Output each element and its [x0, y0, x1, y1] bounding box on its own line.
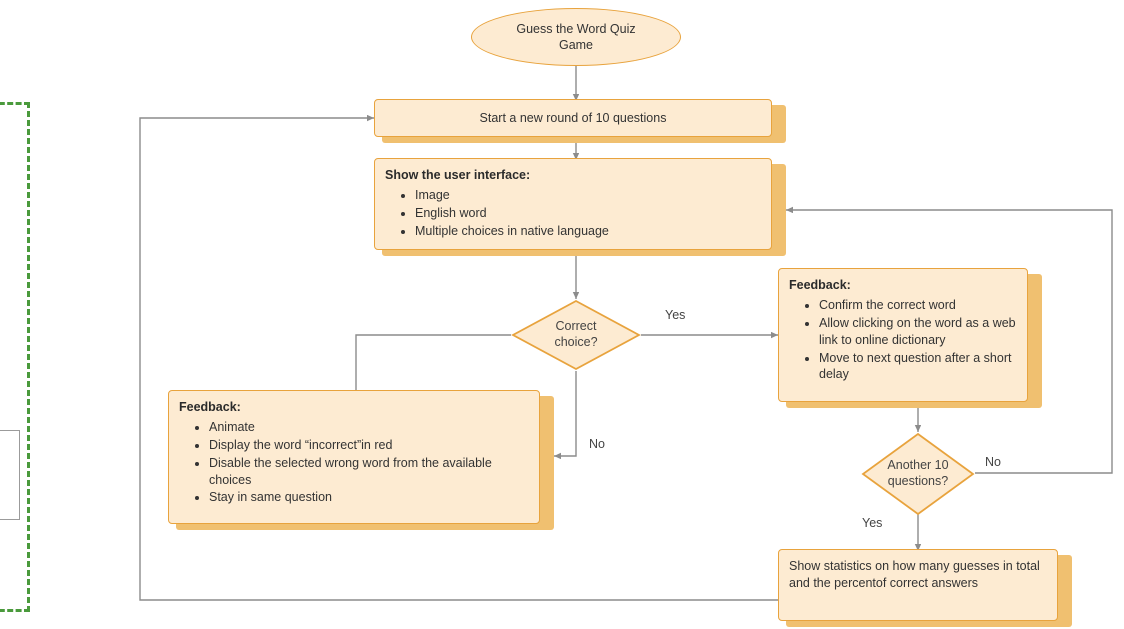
node-start-label — [502, 21, 649, 54]
node-start[interactable] — [471, 8, 681, 66]
node-correct-choice-label — [511, 299, 641, 371]
list-item: • Disable the selected wrong word from the available choices — [209, 455, 529, 489]
list-item: • Confirm the correct word — [819, 297, 1017, 314]
node-feedback-wrong-title: Feedback: — [179, 400, 241, 414]
list-item: • Allow clicking on the word as a web link to online dictionary — [819, 315, 1017, 349]
node-feedback-correct-inner — [779, 269, 1027, 392]
node-show-ui-title: Show the user interface: — [385, 168, 531, 182]
node-another-10-label — [861, 432, 975, 516]
edge-label-yes-another: Yes — [862, 516, 883, 530]
node-show-ui-bullets — [385, 187, 761, 240]
node-feedback-correct[interactable] — [778, 268, 1028, 402]
node-another-10[interactable] — [861, 432, 975, 516]
node-feedback-wrong[interactable] — [168, 390, 540, 524]
edge-label-no-another: No — [985, 455, 1001, 469]
list-item: • Image — [415, 187, 761, 204]
node-correct-choice-line1: Correct — [555, 319, 597, 334]
node-feedback-correct-title: Feedback: — [789, 278, 851, 292]
list-item: • English word — [415, 205, 761, 222]
list-item: • Stay in same question — [209, 489, 529, 506]
edge-label-yes-correct: Yes — [665, 308, 686, 322]
node-correct-choice-line2: choice? — [554, 335, 598, 349]
node-show-ui-wrap — [374, 158, 786, 256]
node-new-round[interactable] — [374, 99, 772, 137]
selection-frame-left — [0, 102, 30, 612]
edge-label-no-correct: No — [589, 437, 605, 451]
node-another-10-line2: questions? — [887, 474, 949, 488]
node-start-line1: Guess the Word Quiz — [516, 21, 636, 36]
node-feedback-wrong-bullets — [179, 419, 529, 506]
node-show-ui[interactable] — [374, 158, 772, 250]
node-feedback-wrong-wrap — [168, 390, 558, 532]
node-another-10-line1: Another 10 — [887, 458, 949, 473]
node-statistics-wrap — [778, 549, 1078, 629]
partial-panel-left — [0, 430, 20, 520]
list-item: • Move to next question after a short delay — [819, 350, 1017, 384]
node-statistics-label: Show statistics on how many guesses in total and the percentof correct answers — [789, 559, 1040, 590]
list-item: • Multiple choices in native language — [415, 223, 761, 240]
node-start-line2: Game — [558, 38, 594, 52]
node-statistics[interactable] — [778, 549, 1058, 621]
node-new-round-wrap — [374, 99, 786, 143]
node-show-ui-inner — [375, 159, 771, 249]
node-feedback-wrong-inner — [169, 391, 539, 515]
list-item: • Display the word “incorrect”in red — [209, 437, 529, 454]
node-correct-choice[interactable] — [511, 299, 641, 371]
node-new-round-label: Start a new round of 10 questions — [479, 110, 667, 125]
node-feedback-correct-bullets — [789, 297, 1017, 383]
list-item: • Animate — [209, 419, 529, 436]
node-feedback-correct-wrap — [778, 268, 1048, 410]
